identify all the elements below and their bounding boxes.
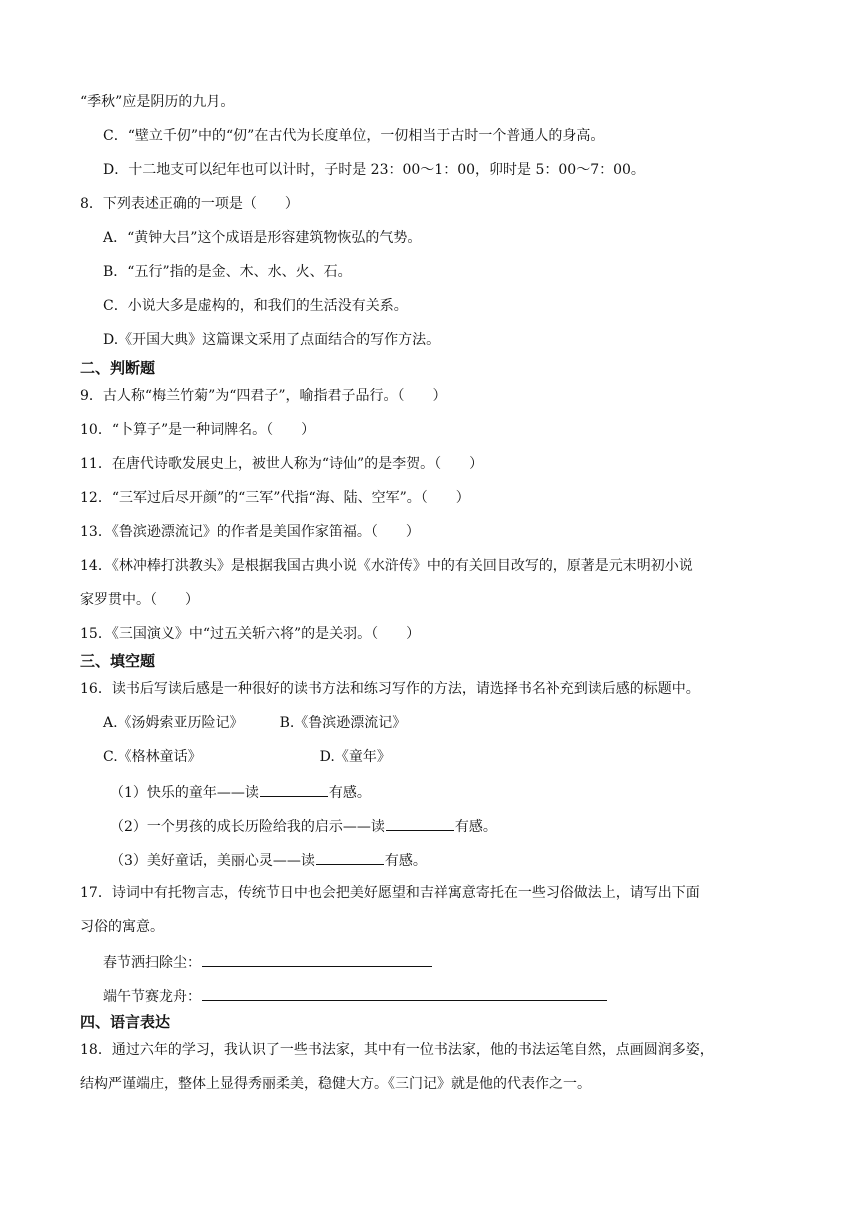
q17-item-b-blank[interactable] xyxy=(202,985,607,1001)
question-9: 9．古人称“梅兰竹菊”为“四君子”，喻指君子品行。（ ） xyxy=(80,388,447,404)
question-17-line-2: 习俗的寓意。 xyxy=(80,919,164,935)
question-18-line-2: 结构严谨端庄，整体上显得秀丽柔美，稳健大方。《三门记》就是他的代表作之一。 xyxy=(80,1076,591,1092)
q16-item-2-blank[interactable] xyxy=(386,815,454,831)
question-12: 12．“三军过后尽开颜”的“三军”代指“海、陆、空军”。（ ） xyxy=(80,490,470,506)
q16-item-1 xyxy=(110,781,371,803)
q16-item-3-prefix: （3）美好童话，美丽心灵——读 xyxy=(110,853,315,869)
q16-item-2-suffix: 有感。 xyxy=(454,819,497,835)
section-heading-judgment: 二、判断题 xyxy=(80,359,156,377)
question-13: 13．《鲁滨逊漂流记》的作者是美国作家笛福。（ ） xyxy=(80,524,420,540)
q16-item-3-suffix: 有感。 xyxy=(384,853,427,869)
q7-option-c: C．“壁立千仞”中的“仞”在古代为长度单位，一仞相当于古时一个普通人的身高。 xyxy=(103,128,605,144)
q16-options-row-1 xyxy=(103,713,406,733)
q8-option-d: D.《开国大典》这篇课文采用了点面结合的写作方法。 xyxy=(103,332,441,348)
q16-options-row-2 xyxy=(103,747,391,767)
q7-option-d: D．十二地支可以纪年也可以计时，子时是 23：00～1：00，卯时是 5：00～7：00。 xyxy=(103,162,645,178)
q7-option-b-continued: “季秋”应是阴历的九月。 xyxy=(80,94,235,110)
question-14-line-2: 家罗贯中。（ ） xyxy=(80,592,199,608)
q8-option-c: C．小说大多是虚构的，和我们的生活没有关系。 xyxy=(103,298,408,314)
question-15: 15．《三国演义》中“过五关斩六将”的是关羽。（ ） xyxy=(80,626,421,642)
q16-option-d: D.《童年》 xyxy=(319,749,391,765)
q16-option-b: B.《鲁滨逊漂流记》 xyxy=(279,715,407,731)
q16-item-1-blank[interactable] xyxy=(260,781,328,797)
q16-item-3 xyxy=(110,849,427,871)
question-10: 10．“卜算子”是一种词牌名。（ ） xyxy=(80,422,316,438)
question-11: 11．在唐代诗歌发展史上，被世人称为“诗仙”的是李贺。（ ） xyxy=(80,456,484,472)
q16-item-1-suffix: 有感。 xyxy=(328,785,371,801)
question-14-line-1: 14．《林冲棒打洪教头》是根据我国古典小说《水浒传》中的有关回目改写的，原著是元末明初小说 xyxy=(80,558,693,574)
q16-option-a: A.《汤姆索亚历险记》 xyxy=(103,715,244,731)
section-heading-fill-in: 三、填空题 xyxy=(80,652,156,670)
q17-item-dragon-boat xyxy=(103,985,608,1007)
question-18-line-1: 18．通过六年的学习，我认识了一些书法家，其中有一位书法家，他的书法运笔自然，点画圆润多姿， xyxy=(80,1042,714,1058)
q16-item-2 xyxy=(110,815,497,837)
q17-item-spring-festival xyxy=(103,951,433,973)
q17-item-a-blank[interactable] xyxy=(202,951,432,967)
section-heading-language-expression: 四、语言表达 xyxy=(80,1013,171,1031)
q16-item-1-prefix: （1）快乐的童年——读 xyxy=(110,785,259,801)
question-17-line-1: 17．诗词中有托物言志，传统节日中也会把美好愿望和吉祥寓意寄托在一些习俗做法上，请写出下面 xyxy=(80,885,700,901)
q17-item-a-label: 春节洒扫除尘： xyxy=(103,955,201,971)
question-16: 16．读书后写读后感是一种很好的读书方法和练习写作的方法，请选择书名补充到读后感的标题中。 xyxy=(80,681,700,697)
q8-option-b: B．“五行”指的是金、木、水、火、石。 xyxy=(103,264,352,280)
q16-option-c: C.《格林童话》 xyxy=(103,749,202,765)
q16-item-2-prefix: （2）一个男孩的成长历险给我的启示——读 xyxy=(110,819,385,835)
q8-option-a: A．“黄钟大吕”这个成语是形容建筑物恢弘的气势。 xyxy=(103,230,422,246)
question-8: 8．下列表述正确的一项是（ ） xyxy=(80,196,299,212)
q16-item-3-blank[interactable] xyxy=(316,849,384,865)
q17-item-b-label: 端午节赛龙舟： xyxy=(103,989,201,1005)
